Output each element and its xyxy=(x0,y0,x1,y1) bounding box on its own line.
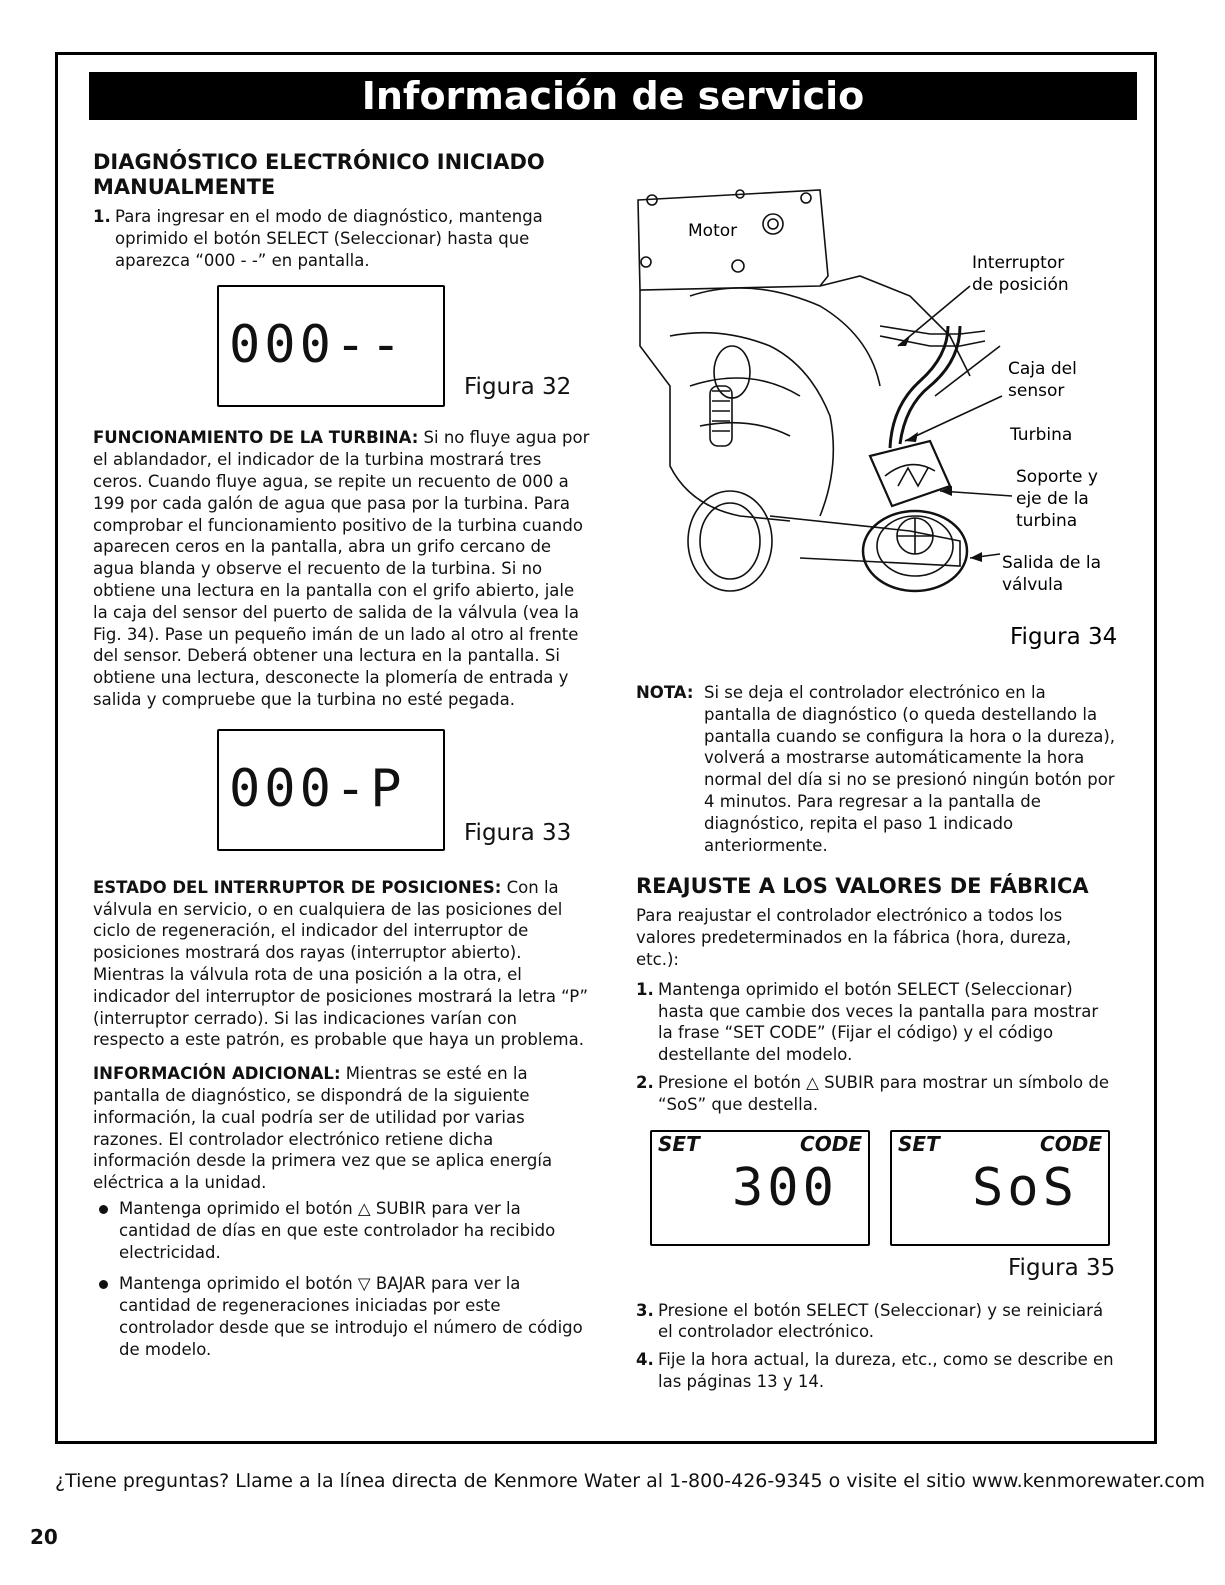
page-banner: Información de servicio xyxy=(89,72,1137,120)
reset-steps-b xyxy=(636,1300,1116,1393)
lcd-digits: 300 xyxy=(732,1157,838,1218)
label-interruptor-2: de posición xyxy=(972,275,1069,295)
estado-paragraph xyxy=(93,877,593,1051)
list-item xyxy=(636,1072,1116,1116)
page-number: 20 xyxy=(30,1525,58,1549)
label-salida-1: Salida de la xyxy=(1002,553,1102,573)
figure-35 xyxy=(636,1130,1116,1300)
lcd-code: CODE xyxy=(800,1131,862,1156)
info-text: Mientras se esté en la pantalla de diagnóstico, se dispondrá de la siguiente información, la cual podría ser de utilidad por varias razones. El controlador electrónico retiene dicha información desde la primera vez que se aplica energía eléctrica a la unidad. xyxy=(93,1064,553,1193)
figure-label: Figura 34 xyxy=(1010,624,1118,650)
nota-label: NOTA: xyxy=(636,683,694,702)
lcd-set: SET xyxy=(898,1131,940,1156)
figure-34-valve-diagram xyxy=(630,186,1120,656)
list-item xyxy=(93,206,593,271)
lcd-digits: 000-- xyxy=(229,315,406,376)
diagnostic-heading: DIAGNÓSTICO ELECTRÓNICO INICIADO MANUALMENTE xyxy=(93,150,545,199)
step-number: 1. xyxy=(93,207,111,226)
step-text: Presione el botón △ SUBIR para mostrar un símbolo de “SoS” que destella. xyxy=(658,1072,1109,1114)
lcd-display-sos xyxy=(890,1130,1110,1246)
step-text: Para ingresar en el modo de diagnóstico, mantenga oprimido el botón SELECT (Seleccionar) hasta que aparezca “000 - -” en pantalla. xyxy=(115,207,543,270)
label-turbina: Turbina xyxy=(1010,425,1073,445)
figure-label: Figura 35 xyxy=(1008,1254,1116,1281)
right-column xyxy=(636,668,1116,1403)
list-item xyxy=(636,1349,1116,1393)
step-number: 2. xyxy=(636,1072,654,1092)
label-interruptor-1: Interruptor xyxy=(972,253,1065,273)
footer-contact: ¿Tiene preguntas? Llame a la línea directa de Kenmore Water al 1-800-426-9345 o visite el sitio www.kenmorewater.com xyxy=(55,1470,1205,1492)
label-caja-2: sensor xyxy=(1008,381,1065,401)
info-paragraph xyxy=(93,1063,593,1194)
turbina-title: FUNCIONAMIENTO DE LA TURBINA: xyxy=(93,428,419,448)
estado-text: Con la válvula en servicio, o en cualquiera de las posiciones del ciclo de regeneración, el indicador del interruptor de posiciones mostrará dos rayas (interruptor abierto). Mientras la válvula rota de una posición a la otra, el indicador del interruptor de posiciones mostrará la letra “P” (interruptor cerrado). Si las indicaciones varían con respecto a este patrón, es probable que haya un problema. xyxy=(93,877,589,1050)
label-salida-2: válvula xyxy=(1002,575,1064,595)
reset-intro: Para reajustar el controlador electrónico a todos los valores predeterminados en la fábrica (hora, dureza, etc.): xyxy=(636,906,1072,969)
nota-block xyxy=(636,682,1116,856)
step-text: Presione el botón SELECT (Seleccionar) y se reiniciará el controlador electrónico. xyxy=(658,1300,1104,1342)
step-number: 1. xyxy=(636,979,654,999)
step-text: Mantenga oprimido el botón SELECT (Seleccionar) hasta que cambie dos veces la pantalla para mostrar la frase “SET CODE” (Fijar el código) y el código destellante del modelo. xyxy=(658,979,1099,1065)
estado-title: ESTADO DEL INTERRUPTOR DE POSICIONES: xyxy=(93,877,502,897)
lcd-digits: 000-P xyxy=(229,758,406,819)
list-item xyxy=(636,979,1116,1066)
left-column xyxy=(93,150,593,1370)
figure-label: Figura 33 xyxy=(464,819,572,846)
lcd-display xyxy=(217,285,445,407)
lcd-display xyxy=(217,729,445,851)
figure-33 xyxy=(93,725,593,865)
lcd-digits: SoS xyxy=(972,1157,1078,1218)
figure-32 xyxy=(93,285,593,415)
step-number: 3. xyxy=(636,1300,654,1320)
lcd-code: CODE xyxy=(1040,1131,1102,1156)
list-item: Mantenga oprimido el botón ▽ BAJAR para ver la cantidad de regeneraciones iniciadas por este controlador desde que se introdujo el número de código de modelo. xyxy=(93,1273,593,1360)
reset-heading: REAJUSTE A LOS VALORES DE FÁBRICA xyxy=(636,874,1089,899)
turbina-paragraph xyxy=(93,427,593,710)
turbina-text: Si no fluye agua por el ablandador, el indicador de la turbina mostrará tres ceros. Cuando fluye agua, se repite un recuento de 000 a 199 por cada galón de agua que pasa por la turbina. Para comprobar el funcionamiento positivo de la turbina cuando aparecen ceros en la pantalla, abra un grifo cercano de agua blanda y observe el recuento de la turbina. Si no obtiene una lectura en la pantalla con el grifo abierto, jale la caja del sensor del puerto de salida de la válvula (vea la Fig. 34). Pase un pequeño imán de un lado al otro al frente del sensor. Deberá obtener una lectura en la pantalla. Si obtiene una lectura, desconecte la plomería de entrada y salida y compruebe que la turbina no esté pegada. xyxy=(93,428,590,709)
list-item: Mantenga oprimido el botón △ SUBIR para ver la cantidad de días en que este controlador ha recibido electricidad. xyxy=(93,1198,593,1263)
nota-text: Si se deja el controlador electrónico en la pantalla de diagnóstico (o queda destellando la pantalla cuando se configura la hora o la dureza), volverá a mostrarse automáticamente la hora normal del día si no se presionó ningún botón por 4 minutos. Para regresar a la pantalla de diagnóstico, repita el paso 1 indicado anteriormente. xyxy=(704,683,1116,855)
lcd-display-set-code xyxy=(650,1130,870,1246)
step-number: 4. xyxy=(636,1350,654,1370)
step-text: Fije la hora actual, la dureza, etc., como se describe en las páginas 13 y 14. xyxy=(658,1350,1114,1391)
reset-steps-a xyxy=(636,979,1116,1116)
list-item xyxy=(636,1300,1116,1344)
label-motor: Motor xyxy=(688,221,738,241)
lcd-set: SET xyxy=(658,1131,700,1156)
label-soporte-1: Soporte y xyxy=(1016,467,1098,487)
diagnostic-steps xyxy=(93,206,593,271)
label-soporte-3: turbina xyxy=(1016,511,1078,531)
label-soporte-2: eje de la xyxy=(1016,489,1089,509)
info-title: INFORMACIÓN ADICIONAL: xyxy=(93,1064,341,1084)
info-bullets xyxy=(93,1198,593,1361)
label-caja-1: Caja del xyxy=(1008,359,1077,379)
figure-label: Figura 32 xyxy=(464,374,572,401)
